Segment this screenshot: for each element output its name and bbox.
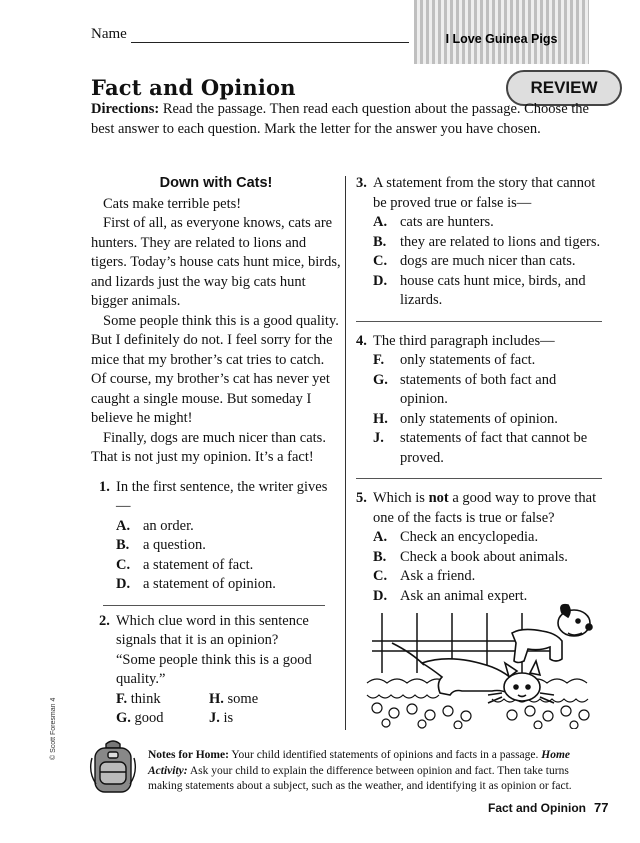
notes-text: Ask your child to explain the difference between opinion and fact. Then take turns making statements about a subject, such as the weather, and identifying it as opinion or fact. [148, 764, 572, 792]
answer-option[interactable] [373, 528, 606, 548]
question-number: 4. [356, 332, 367, 349]
column-divider [345, 176, 346, 730]
option-letter: J. [209, 710, 220, 726]
option-text: a statement of fact. [143, 556, 254, 573]
page-title: Fact and Opinion [91, 75, 296, 100]
directions-text: Read the passage. Then read each question about the passage. Choose the best answer to each question. Mark the letter for the answer you have chosen. [91, 101, 589, 137]
option-text: Check a book about animals. [400, 548, 568, 565]
answer-option[interactable] [373, 351, 606, 371]
review-badge: REVIEW [506, 70, 622, 106]
answer-option[interactable] [116, 556, 341, 576]
directions-label: Directions: [91, 101, 160, 117]
option-text: a statement of opinion. [143, 576, 276, 592]
option-letter: F. [373, 352, 385, 368]
option-text: think [130, 690, 161, 707]
page-footer [488, 800, 608, 815]
option-text: they are related to lions and tigers. [400, 233, 601, 250]
option-letter: B. [116, 537, 130, 553]
answer-option[interactable] [373, 410, 606, 430]
answer-row [116, 709, 341, 729]
question-5 [356, 489, 606, 606]
answer-option[interactable] [209, 690, 258, 710]
question-quote: “Some people think this is a good quality.” [116, 651, 312, 687]
option-letter: C. [373, 568, 388, 584]
answer-option[interactable] [373, 252, 606, 272]
option-text: dogs are much nicer than cats. [400, 253, 576, 269]
question-text: A statement from the story that cannot be proved true or false is— [373, 175, 596, 211]
name-field[interactable] [91, 26, 409, 43]
question-3 [356, 174, 606, 311]
question-4 [356, 332, 606, 469]
answer-row [116, 690, 341, 710]
option-letter: D. [373, 272, 388, 289]
question-divider [356, 478, 602, 479]
answer-option[interactable] [116, 575, 341, 595]
name-label: Name [91, 26, 127, 42]
question-text: The third paragraph includes— [373, 332, 555, 349]
answer-option[interactable] [116, 536, 341, 556]
story-paragraph: Finally, dogs are much nicer than cats. That is not just my opinion. It’s a fact! [91, 429, 326, 465]
option-text: cats are hunters. [400, 214, 494, 230]
answer-option[interactable] [373, 567, 606, 587]
story-title: Down with Cats! [159, 175, 273, 191]
option-letter: C. [373, 253, 388, 269]
story-paragraph: Some people think this is a good quality. But I definitely do not. I feel sorry for the mice that my brother’s cat tries to catch. Of course, my brother’s cat has never yet caught a single mouse. But someday I believe he might! [91, 312, 339, 426]
question-number: 3. [356, 175, 367, 191]
option-letter: F. [116, 690, 128, 707]
option-letter: A. [373, 214, 388, 230]
question-emphasis: not [428, 490, 449, 506]
option-letter: A. [116, 517, 131, 534]
option-letter: B. [373, 548, 387, 565]
option-text: statements of both fact and opinion. [400, 371, 557, 407]
option-letter: H. [209, 690, 224, 707]
page-number: 77 [594, 800, 609, 815]
right-column [356, 174, 606, 606]
option-letter: C. [116, 556, 131, 573]
option-text: is [223, 710, 234, 726]
option-letter: A. [373, 529, 388, 545]
story-paragraph: First of all, as everyone knows, cats are hunters. They are related to lions and tigers. Today’s house cats hunt mice, birds, and lizards just the way big cats hunt bigger animals. [91, 215, 341, 309]
question-text: In the first sentence, the writer gives— [116, 478, 328, 514]
left-column [91, 174, 341, 729]
option-letter: H. [373, 410, 388, 427]
answer-option[interactable] [116, 690, 161, 710]
option-text: a question. [143, 537, 206, 553]
home-activity-label: Home Activity: [148, 749, 571, 777]
option-letter: D. [116, 576, 131, 592]
option-text: only statements of opinion. [400, 410, 558, 427]
question-text: Which clue word in this sentence signals that it is an opinion? [116, 612, 309, 648]
backpack-icon [88, 738, 138, 796]
notes-text: Your child identified statements of opinions and facts in a passage. [228, 749, 542, 761]
option-text: an order. [143, 517, 194, 534]
question-number: 1. [99, 478, 110, 495]
question-text [373, 489, 606, 528]
answer-option[interactable] [373, 371, 606, 410]
directions [91, 100, 611, 139]
question-number: 2. [99, 612, 110, 629]
option-letter: G. [373, 371, 388, 388]
question-number: 5. [356, 490, 367, 506]
notes-for-home [148, 748, 596, 795]
answer-option[interactable] [116, 517, 341, 537]
footer-topic: Fact and Opinion [488, 801, 586, 815]
dog-and-cat-illustration [362, 603, 600, 729]
answer-option[interactable] [373, 548, 606, 568]
answer-option[interactable] [373, 272, 606, 311]
question-1 [91, 478, 341, 595]
option-text: Ask an animal expert. [400, 587, 528, 604]
question-2 [91, 612, 341, 729]
option-text: some [227, 690, 259, 707]
option-text: good [134, 710, 164, 726]
option-letter: G. [116, 710, 131, 726]
answer-option[interactable] [373, 233, 606, 253]
copyright-notice: © Scott Foresman 4 [50, 697, 57, 760]
option-letter: B. [373, 233, 387, 250]
unit-banner-text: I Love Guinea Pigs [445, 32, 558, 46]
notes-label: Notes for Home: [148, 749, 229, 761]
question-divider [103, 605, 325, 606]
answer-option[interactable] [209, 709, 233, 729]
option-text: Check an encyclopedia. [400, 529, 539, 545]
unit-banner [414, 0, 589, 64]
answer-option[interactable] [373, 429, 606, 468]
option-text: only statements of fact. [400, 352, 536, 368]
answer-option[interactable] [116, 709, 164, 729]
option-letter: D. [373, 587, 388, 604]
question-divider [356, 321, 602, 322]
answer-option[interactable] [373, 213, 606, 233]
option-text: house cats hunt mice, birds, and lizards. [400, 272, 586, 308]
question-text-part: a good way to prove that one of the facts is true or false? [373, 490, 597, 526]
option-text: statements of fact that cannot be proved. [400, 430, 588, 466]
name-blank-line[interactable] [131, 29, 409, 43]
option-text: Ask a friend. [400, 568, 476, 584]
story-paragraph: Cats make terrible pets! [103, 195, 242, 212]
option-letter: J. [373, 430, 384, 446]
question-text-part: Which is [373, 490, 429, 506]
